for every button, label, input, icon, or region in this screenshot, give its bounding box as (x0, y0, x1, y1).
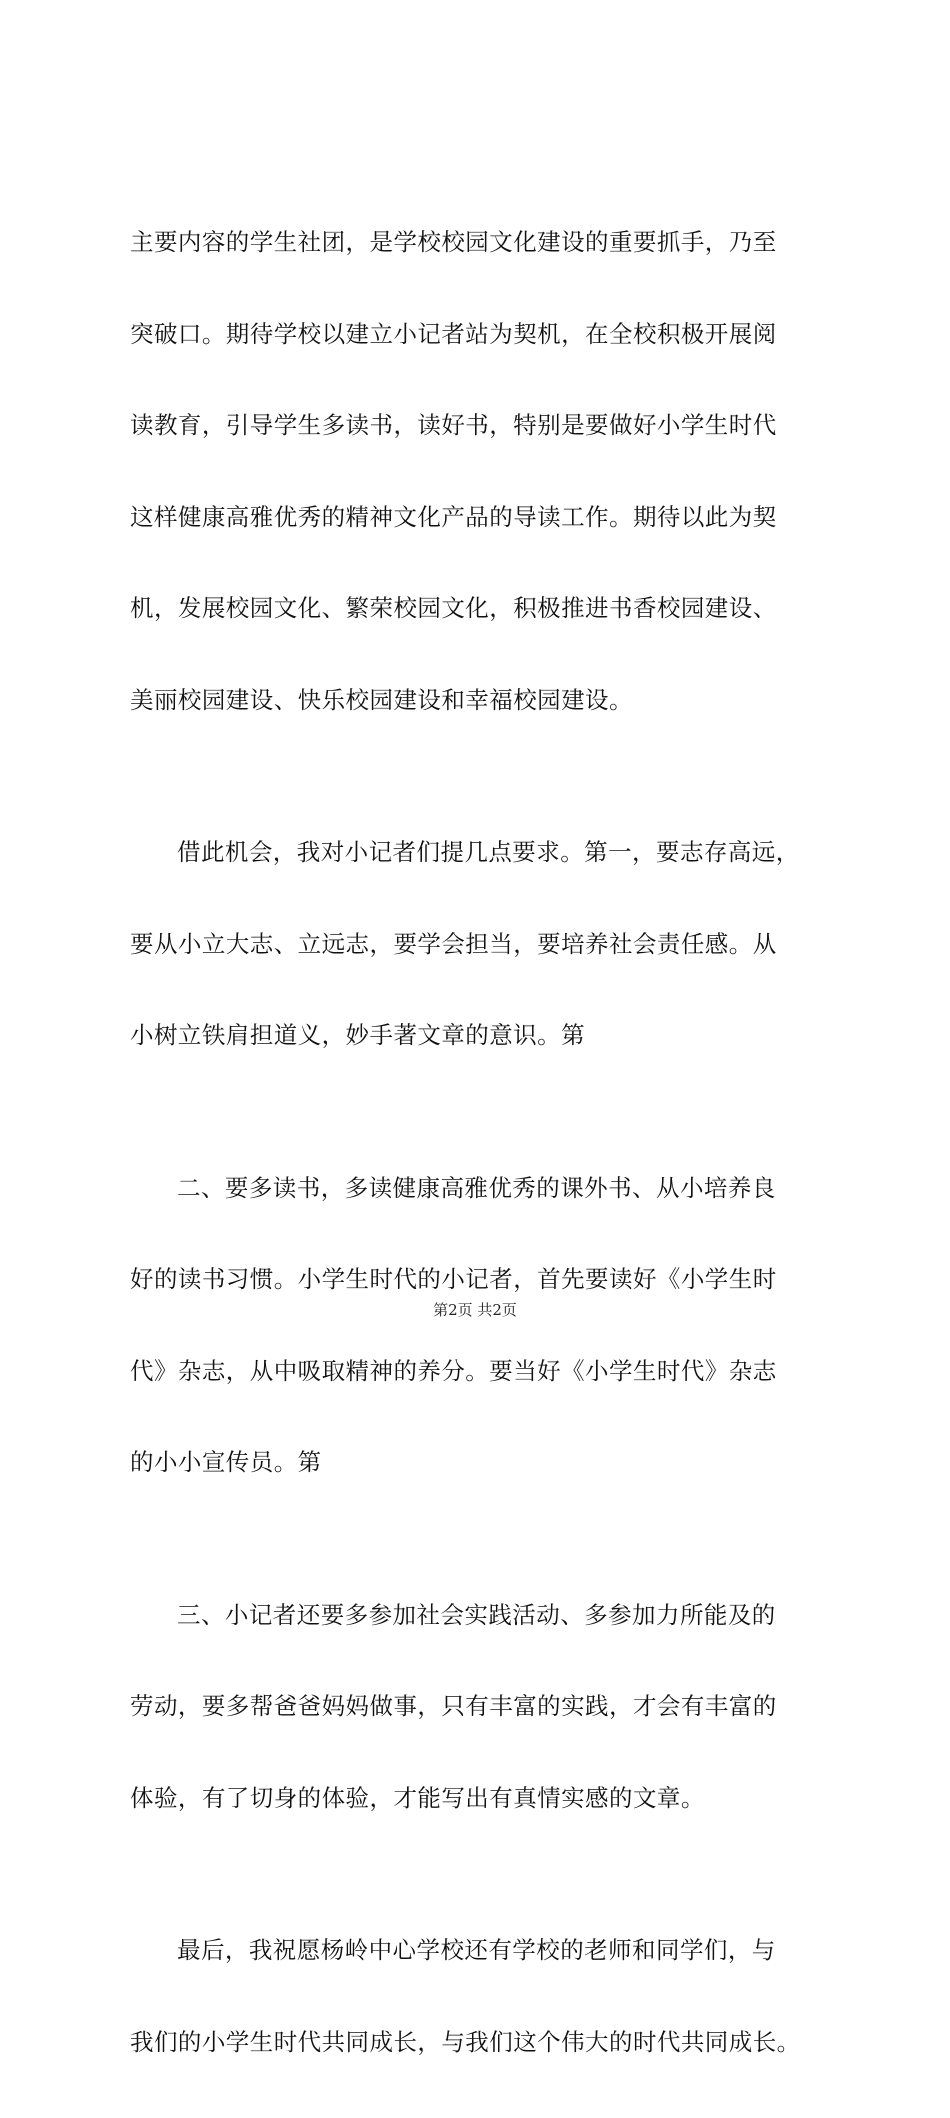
text-line: 劳动，要多帮爸爸妈妈做事，只有丰富的实践，才会有丰富的 (130, 1692, 777, 1720)
text-line: 要从小立大志、立远志，要学会担当，要培养社会责任感。从 (130, 929, 777, 958)
text-line: 主要内容的学生社团，是学校校园文化建设的重要抓手，乃至 (130, 228, 777, 256)
text-line: 好的读书习惯。小学生时代的小记者，首先要读好《小学生时 (130, 1265, 777, 1293)
text-line: 小树立铁肩担道义，妙手著文章的意识。第 (130, 1021, 586, 1049)
text-line: 机，发展校园文化、繁荣校园文化，积极推进书香校园建设、 (130, 594, 777, 622)
text-line: 三、小记者还要多参加社会实践活动、多参加力所能及的 (177, 1600, 776, 1629)
text-line: 代》杂志，从中吸取精神的养分。要当好《小学生时代》杂志 (130, 1356, 777, 1385)
paragraph-4 (130, 1539, 830, 1875)
text-line: 体验，有了切身的体验，才能写出有真情实感的文章。 (130, 1783, 705, 1812)
paragraph-3 (130, 1112, 830, 1539)
text-line: 最后，我祝愿杨岭中心学校还有学校的老师和同学们，与 (177, 1936, 776, 1964)
text-line: 二、要多读书，多读健康高雅优秀的课外书、从小培养良 (177, 1173, 776, 1202)
text-line: 借此机会，我对小记者们提几点要求。第一，要志存高远， (177, 838, 800, 866)
text-line: 美丽校园建设、快乐校园建设和幸福校园建设。 (130, 685, 633, 714)
text-line: 读教育，引导学生多读书，读好书，特别是要做好小学生时代 (130, 411, 777, 439)
paragraph-1 (130, 166, 830, 776)
paragraph-5 (130, 1874, 830, 2118)
text-line: 的小小宣传员。第 (130, 1448, 322, 1476)
text-line: 突破口。期待学校以建立小记者站为契机，在全校积极开展阅 (130, 319, 777, 348)
page-number-footer: 第2页 共2页 (433, 1301, 517, 1319)
text-line: 这样健康高雅优秀的精神文化产品的导读工作。期待以此为契 (130, 502, 777, 531)
paragraph-2 (130, 776, 830, 1112)
text-line: 我们的小学生时代共同成长，与我们这个伟大的时代共同成长。 (130, 2027, 801, 2056)
document-body (130, 166, 830, 2118)
